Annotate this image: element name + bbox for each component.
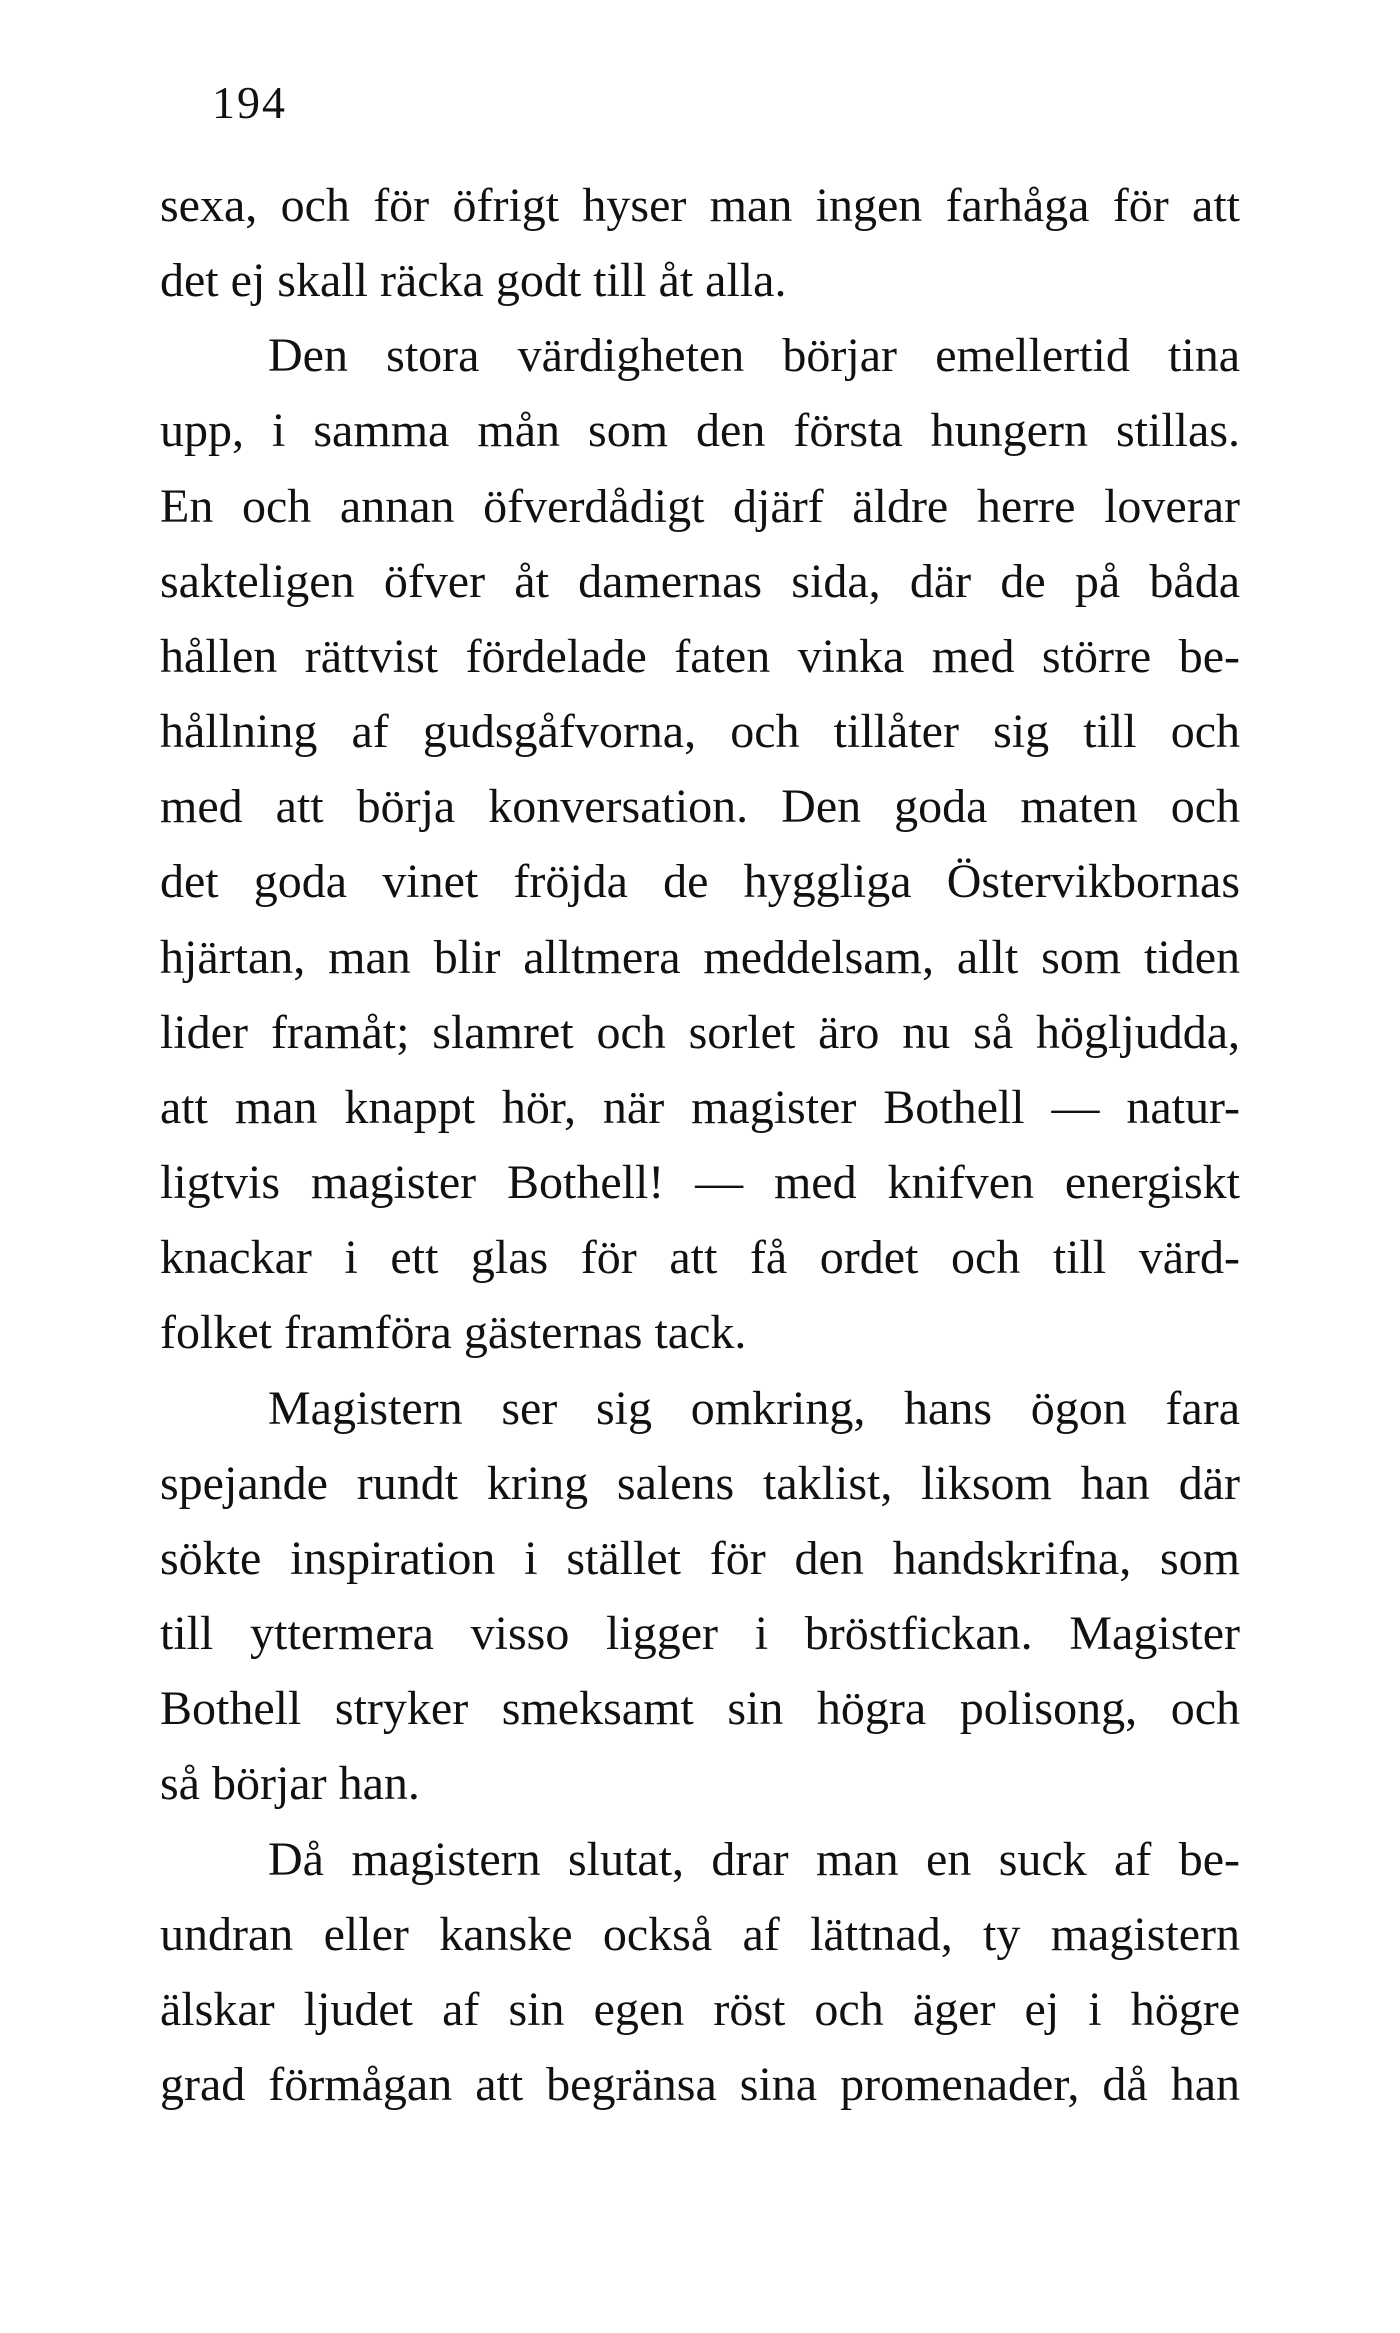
page-number: 194 (212, 77, 287, 128)
text-line: hållning af gudsgåfvorna, och tillåter sig till och (160, 705, 1240, 758)
text-line: Den stora värdigheten börjar emellertid tina (268, 329, 1240, 382)
text-line: Bothell stryker smeksamt sin högra polisong, och (160, 1682, 1240, 1735)
text-line: undran eller kanske också af lättnad, ty magistern (160, 1908, 1240, 1961)
text-line: knackar i ett glas för att få ordet och till värd- (160, 1231, 1240, 1284)
text-line: folket framföra gästernas tack. (160, 1306, 747, 1359)
text-line: till yttermera visso ligger i bröstfickan. Magister (160, 1607, 1240, 1660)
text-line: Då magistern slutat, drar man en suck af be- (268, 1833, 1240, 1886)
text-line: spejande rundt kring salens taklist, liksom han där (160, 1457, 1240, 1510)
text-line: ligtvis magister Bothell! — med knifven energiskt (160, 1156, 1240, 1209)
text-line: älskar ljudet af sin egen röst och äger ej i högre (160, 1983, 1240, 2036)
text-line: hjärtan, man blir alltmera meddelsam, allt som tiden (160, 931, 1240, 984)
text-line: sakteligen öfver åt damernas sida, där de på båda (160, 555, 1240, 608)
text-line: hållen rättvist fördelade faten vinka med större be- (160, 630, 1240, 683)
text-line: Magistern ser sig omkring, hans ögon fara (268, 1382, 1240, 1435)
text-line: grad förmågan att begränsa sina promenader, då han (160, 2058, 1240, 2111)
text-line: det goda vinet fröjda de hyggliga Östervikbornas (160, 855, 1240, 908)
text-line: så börjar han. (160, 1757, 420, 1810)
text-line: lider framåt; slamret och sorlet äro nu så högljudda, (160, 1006, 1240, 1059)
text-line: att man knappt hör, när magister Bothell — natur- (160, 1081, 1240, 1134)
text-line: det ej skall räcka godt till åt alla. (160, 254, 787, 307)
text-line: En och annan öfverdådigt djärf äldre herre loverar (160, 480, 1240, 533)
text-line: med att börja konversation. Den goda maten och (160, 780, 1240, 833)
text-line: sökte inspiration i stället för den handskrifna, som (160, 1532, 1240, 1585)
text-line: sexa, och för öfrigt hyser man ingen farhåga för att (160, 179, 1240, 232)
text-line: upp, i samma mån som den första hungern stillas. (160, 404, 1240, 457)
